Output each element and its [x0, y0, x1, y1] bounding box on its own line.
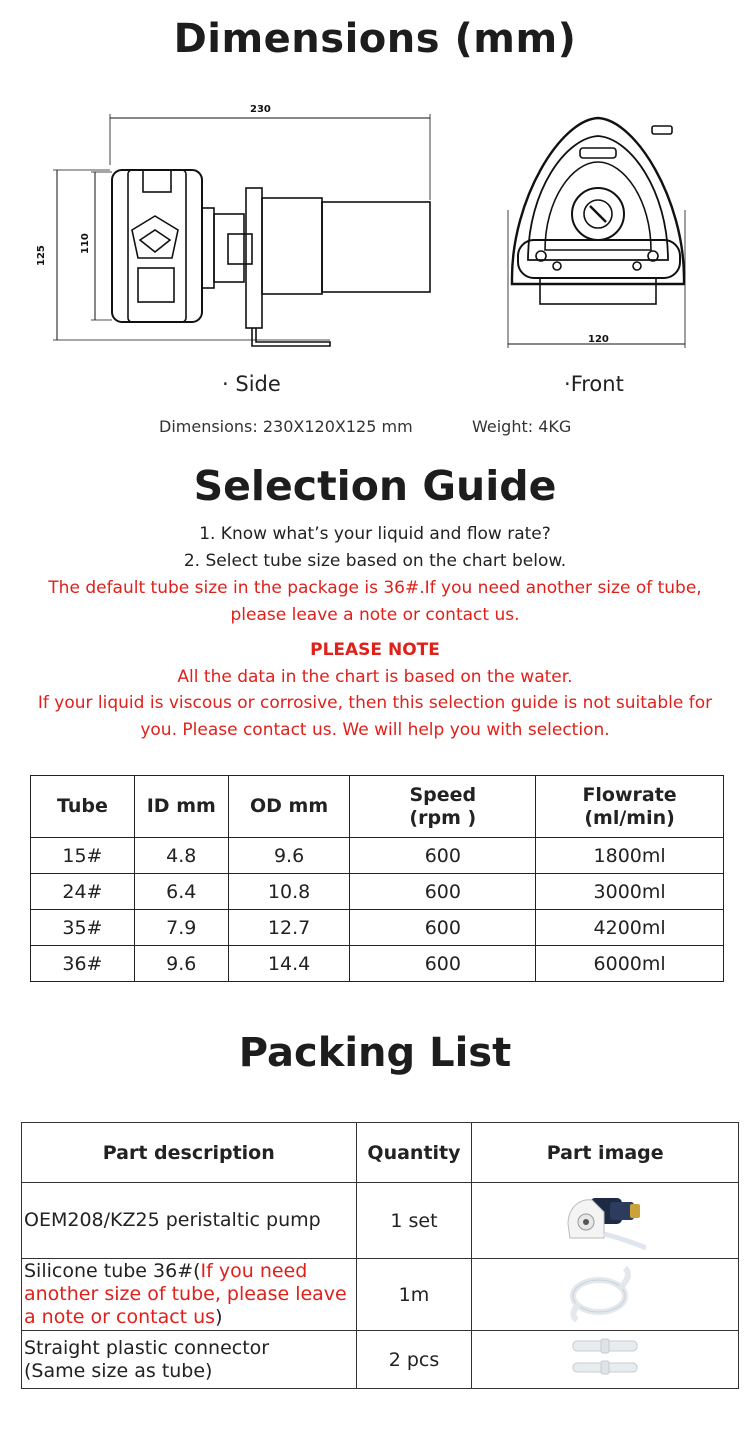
side-height-inner-label: 110 — [80, 233, 91, 254]
cell-tube: 35# — [31, 910, 135, 946]
part-description-note: If you need another size of tube, please leave a note or contact us — [24, 1260, 347, 1328]
front-view-drawing — [508, 118, 685, 348]
cell-speed: 600 — [350, 838, 536, 874]
table-row — [22, 1183, 739, 1259]
header-tube: Tube — [31, 776, 135, 838]
part-description-text: Silicone tube 36#( — [24, 1260, 201, 1282]
table-row — [22, 1259, 739, 1331]
header-flowrate — [536, 776, 724, 838]
water-note: All the data in the chart is based on the water. — [177, 667, 573, 687]
cell-id: 7.9 — [134, 910, 228, 946]
cell-id: 4.8 — [134, 838, 228, 874]
part-description-subtext: (Same size as tube) — [24, 1359, 213, 1382]
packing-list-table — [21, 1122, 739, 1389]
header-speed — [350, 776, 536, 838]
part-image-cell — [472, 1259, 739, 1331]
front-width-label: 120 — [588, 334, 609, 345]
cell-flowrate: 3000ml — [536, 874, 724, 910]
please-note-heading: PLEASE NOTE — [310, 640, 440, 660]
cell-tube: 15# — [31, 838, 135, 874]
default-tube-note-1: The default tube size in the package is 36#.If you need another size of tube, — [48, 578, 702, 598]
packing-list-title: Packing List — [238, 1030, 512, 1076]
table-row — [31, 946, 724, 982]
connector-image — [565, 1335, 645, 1379]
cell-id: 9.6 — [134, 946, 228, 982]
side-width-label: 230 — [250, 104, 271, 115]
default-tube-note-2: please leave a note or contact us. — [230, 605, 520, 625]
front-label-text: Front — [570, 372, 624, 396]
header-part-description: Part description — [22, 1123, 357, 1183]
header-speed-text: Speed (rpm ) — [409, 783, 477, 829]
part-description-end: ) — [215, 1306, 223, 1328]
part-quantity: 2 pcs — [356, 1331, 472, 1389]
dimensions-spec: Dimensions: 230X120X125 mm — [159, 417, 413, 436]
silicone-tube-image — [565, 1262, 645, 1322]
cell-flowrate: 4200ml — [536, 910, 724, 946]
part-quantity: 1 set — [356, 1183, 472, 1259]
table-row — [22, 1331, 739, 1389]
viscous-note-1: If your liquid is viscous or corrosive, then this selection guide is not suitable for — [37, 693, 713, 713]
side-view-drawing — [53, 114, 430, 346]
part-description-text: Straight plastic connector — [24, 1336, 270, 1359]
cell-tube: 36# — [31, 946, 135, 982]
header-id: ID mm — [134, 776, 228, 838]
pump-image — [560, 1186, 650, 1250]
cell-id: 6.4 — [134, 874, 228, 910]
table-row — [31, 910, 724, 946]
cell-speed: 600 — [350, 874, 536, 910]
cell-od: 14.4 — [228, 946, 350, 982]
cell-flowrate: 6000ml — [536, 946, 724, 982]
part-image-cell — [472, 1331, 739, 1389]
bullet-dot: · — [222, 372, 236, 396]
guide-step-1: 1. Know what’s your liquid and flow rate? — [199, 524, 551, 544]
cell-od: 12.7 — [228, 910, 350, 946]
guide-step-2: 2. Select tube size based on the chart below. — [183, 551, 567, 571]
table-header-row — [31, 776, 724, 838]
cell-tube: 24# — [31, 874, 135, 910]
table-header-row — [22, 1123, 739, 1183]
cell-speed: 600 — [350, 910, 536, 946]
side-height-outer-label: 125 — [36, 245, 47, 266]
dimensions-title: Dimensions (mm) — [173, 16, 577, 62]
front-view-caption — [564, 372, 624, 396]
header-flowrate-text: Flowrate (ml/min) — [582, 783, 677, 829]
side-label-text: Side — [235, 372, 281, 396]
tube-spec-table — [30, 775, 724, 982]
part-description — [22, 1259, 357, 1331]
header-quantity: Quantity — [356, 1123, 472, 1183]
table-row — [31, 838, 724, 874]
part-description — [22, 1331, 357, 1389]
table-row — [31, 874, 724, 910]
header-part-image: Part image — [472, 1123, 739, 1183]
part-quantity: 1m — [356, 1259, 472, 1331]
part-image-cell — [472, 1183, 739, 1259]
cell-speed: 600 — [350, 946, 536, 982]
part-description: OEM208/KZ25 peristaltic pump — [22, 1183, 357, 1259]
viscous-note-2: you. Please contact us. We will help you with selection. — [140, 720, 610, 740]
dimension-drawings — [0, 90, 750, 360]
selection-guide-title: Selection Guide — [193, 462, 557, 510]
cell-od: 10.8 — [228, 874, 350, 910]
weight-spec: Weight: 4KG — [472, 417, 572, 436]
cell-flowrate: 1800ml — [536, 838, 724, 874]
bullet-dot: · — [564, 372, 571, 396]
cell-od: 9.6 — [228, 838, 350, 874]
header-od: OD mm — [228, 776, 350, 838]
side-view-caption — [222, 372, 281, 396]
